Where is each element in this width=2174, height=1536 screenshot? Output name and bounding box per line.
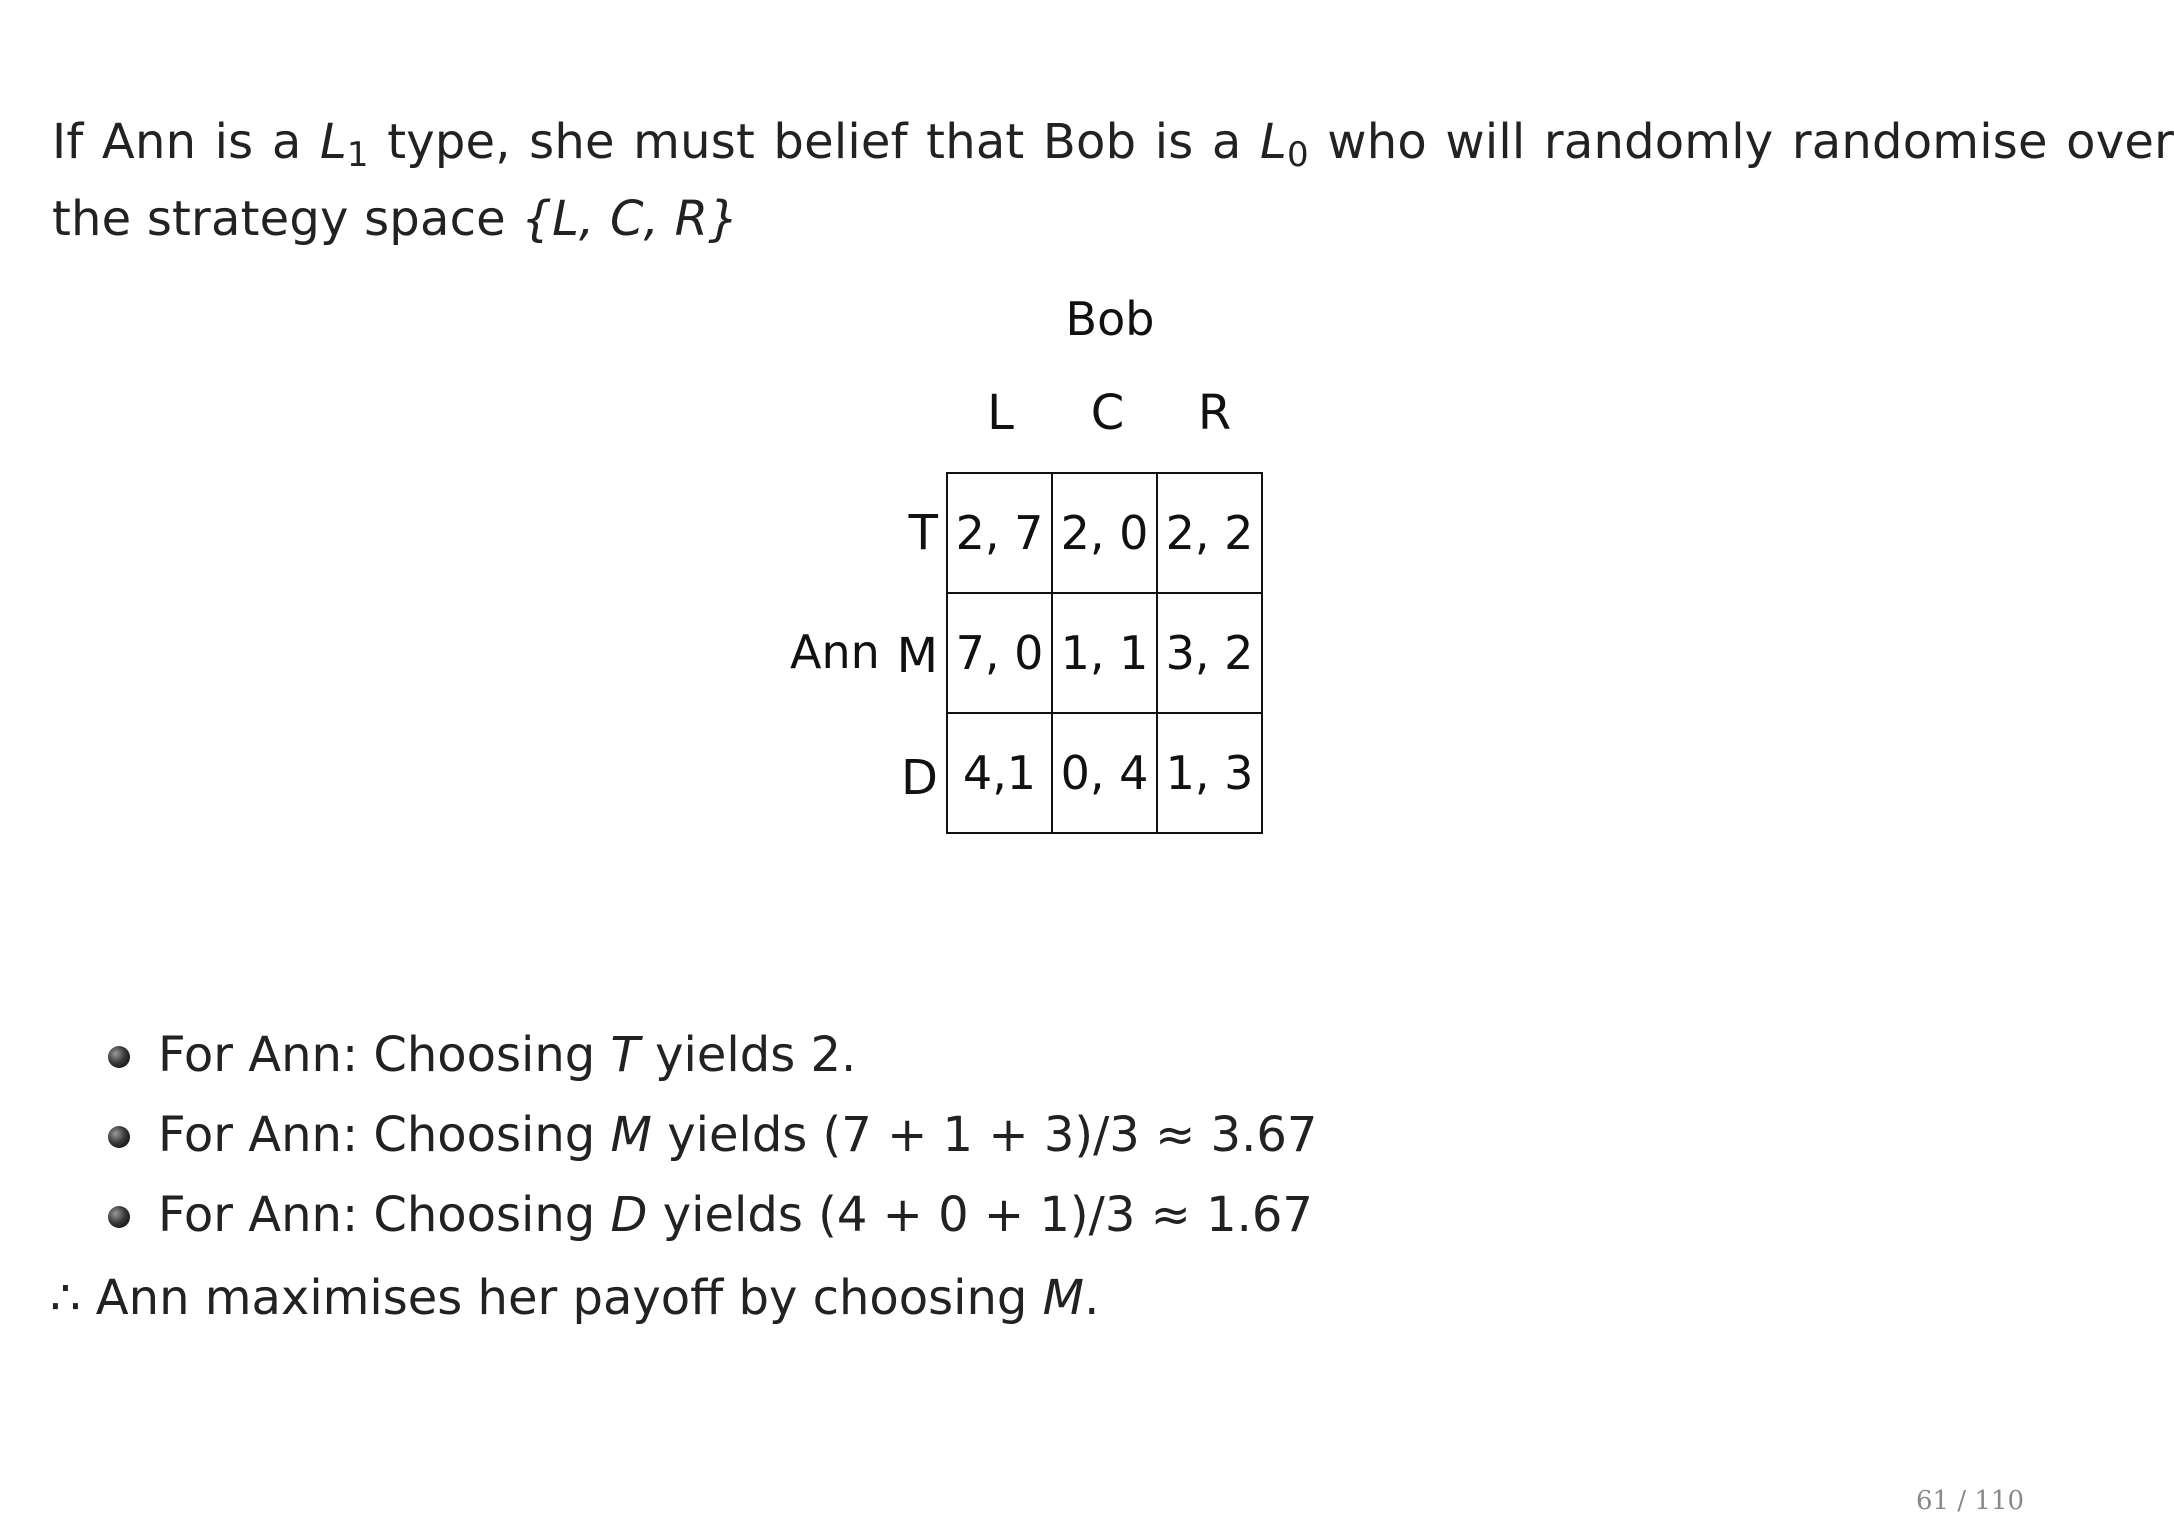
bullet-text: For Ann: Choosing xyxy=(158,1027,611,1083)
payoff-cell: 7, 0 xyxy=(947,593,1052,713)
column-player-label: Bob xyxy=(1065,292,1155,346)
row-strategy-m: M xyxy=(896,628,938,684)
bullet-icon xyxy=(108,1126,130,1148)
bullet-text: For Ann: Choosing xyxy=(158,1187,611,1243)
strategy-space-set: {L, C, R} xyxy=(521,191,739,247)
table-row xyxy=(947,593,1262,713)
payoff-cell: 1, 1 xyxy=(1052,593,1157,713)
bullet-strategy: M xyxy=(610,1107,652,1163)
intro-text-4: the strategy space xyxy=(52,191,522,247)
column-strategy-r: R xyxy=(1197,385,1232,441)
column-strategy-c: C xyxy=(1090,385,1125,441)
payoff-table xyxy=(946,472,1263,834)
bullet-result: yields (7 + 1 + 3)/3 ≈ 3.67 xyxy=(651,1107,1318,1163)
therefore-icon: ∴ xyxy=(50,1270,81,1326)
payoff-cell: 2, 0 xyxy=(1052,473,1157,593)
conclusion-text: Ann maximises her payoff by choosing xyxy=(80,1270,1043,1326)
row-player-label: Ann xyxy=(790,625,880,679)
page-number: 61 / 110 xyxy=(1916,1486,2024,1516)
type-l0-subscript: 0 xyxy=(1286,135,1309,175)
table-row xyxy=(947,473,1262,593)
conclusion-strategy: M xyxy=(1042,1270,1085,1326)
payoff-cell: 1, 3 xyxy=(1157,713,1262,833)
list-item xyxy=(104,1100,1317,1180)
column-strategy-l: L xyxy=(987,385,1014,441)
bullet-strategy: T xyxy=(610,1027,640,1083)
intro-text-3: who will randomly randomise over xyxy=(1308,114,2174,170)
bullet-icon xyxy=(108,1206,130,1228)
list-item xyxy=(104,1020,1317,1100)
payoff-cell: 3, 2 xyxy=(1157,593,1262,713)
intro-text-1: If Ann is a xyxy=(52,114,320,170)
row-strategy-t: T xyxy=(908,505,938,561)
list-item xyxy=(104,1180,1317,1260)
bullet-icon xyxy=(108,1046,130,1068)
row-strategy-d: D xyxy=(901,750,938,806)
bullet-result: yields (4 + 0 + 1)/3 ≈ 1.67 xyxy=(647,1187,1313,1243)
type-l0-letter: L xyxy=(1260,114,1287,170)
bullet-strategy: D xyxy=(610,1187,648,1243)
intro-text-2: type, she must belief that Bob is a xyxy=(368,114,1261,170)
payoff-cell: 2, 7 xyxy=(947,473,1052,593)
payoff-cell: 0, 4 xyxy=(1052,713,1157,833)
type-l1-letter: L xyxy=(319,114,347,170)
bullet-text: For Ann: Choosing xyxy=(158,1107,611,1163)
conclusion-end: . xyxy=(1084,1270,1100,1326)
payoff-cell: 4,1 xyxy=(947,713,1052,833)
type-l1-subscript: 1 xyxy=(346,135,369,175)
payoff-bullet-list xyxy=(104,1020,1317,1260)
bullet-result: yields 2. xyxy=(639,1027,857,1083)
table-row xyxy=(947,713,1262,833)
conclusion xyxy=(50,1270,1099,1326)
payoff-cell: 2, 2 xyxy=(1157,473,1262,593)
